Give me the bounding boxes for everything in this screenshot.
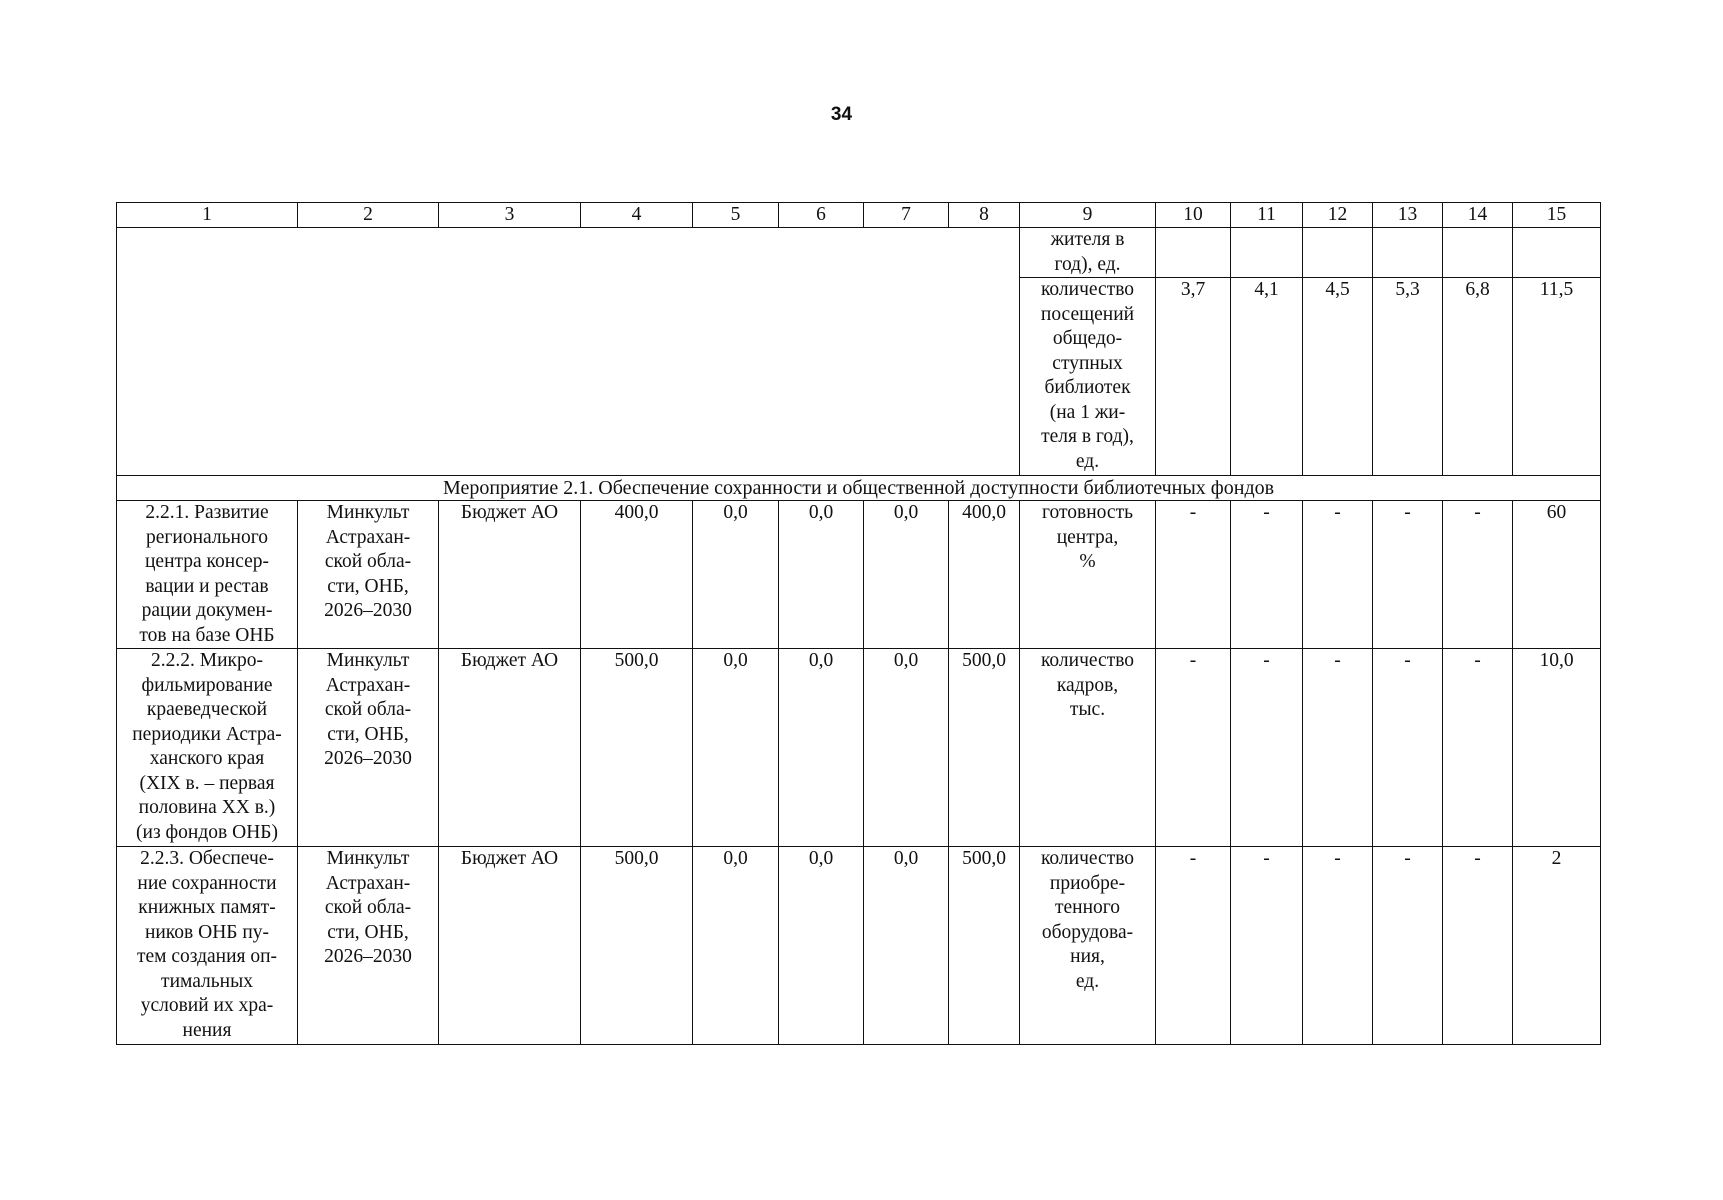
column-number: 6 <box>779 203 864 228</box>
amount-cell: 400,0 <box>949 501 1020 649</box>
program-table <box>116 202 1601 1045</box>
value-cell: - <box>1303 501 1373 649</box>
indicator-cell: количество приобре- тенного оборудова- ния, ед. <box>1020 847 1156 1045</box>
value-cell <box>1443 228 1513 278</box>
column-number: 3 <box>439 203 581 228</box>
amount-cell: 0,0 <box>779 847 864 1045</box>
amount-cell: 0,0 <box>693 649 779 847</box>
amount-cell: 500,0 <box>581 847 693 1045</box>
column-number: 4 <box>581 203 693 228</box>
column-number: 2 <box>298 203 439 228</box>
measure-name: 2.2.3. Обеспече- ние сохранности книжных памят- ников ОНБ пу- тем создания оп- тимальных условий их хра- нения <box>117 847 298 1045</box>
value-cell: - <box>1156 501 1231 649</box>
column-number: 1 <box>117 203 298 228</box>
value-cell: - <box>1231 501 1303 649</box>
column-number: 7 <box>864 203 949 228</box>
value-cell: - <box>1373 501 1443 649</box>
value-cell: - <box>1156 847 1231 1045</box>
value-cell: - <box>1156 649 1231 847</box>
value-cell: - <box>1373 847 1443 1045</box>
column-number: 10 <box>1156 203 1231 228</box>
continuation-row <box>117 228 1601 278</box>
column-number: 13 <box>1373 203 1443 228</box>
value-cell: 6,8 <box>1443 278 1513 476</box>
amount-cell: 0,0 <box>779 649 864 847</box>
amount-cell: 500,0 <box>949 847 1020 1045</box>
amount-cell: 0,0 <box>693 847 779 1045</box>
value-cell: 10,0 <box>1513 649 1601 847</box>
value-cell: 2 <box>1513 847 1601 1045</box>
value-cell <box>1231 228 1303 278</box>
value-cell: 4,1 <box>1231 278 1303 476</box>
column-number-row <box>117 203 1601 228</box>
table-row <box>117 501 1601 649</box>
funding-source: Бюджет АО <box>439 501 581 649</box>
column-number: 15 <box>1513 203 1601 228</box>
value-cell: 5,3 <box>1373 278 1443 476</box>
value-cell <box>1303 228 1373 278</box>
executor-cell: Минкульт Астрахан- ской обла- сти, ОНБ, 2026–2030 <box>298 501 439 649</box>
amount-cell: 0,0 <box>693 501 779 649</box>
amount-cell: 400,0 <box>581 501 693 649</box>
amount-cell: 0,0 <box>864 649 949 847</box>
page-number: 34 <box>830 104 853 125</box>
value-cell <box>1373 228 1443 278</box>
column-number: 14 <box>1443 203 1513 228</box>
measure-name: 2.2.2. Микро- фильмирование краеведческой периодики Астра- ханского края (XIX в. – первая половина XX в.) (из фондов ОНБ) <box>117 649 298 847</box>
section-row <box>117 476 1601 501</box>
column-number: 8 <box>949 203 1020 228</box>
value-cell: - <box>1303 847 1373 1045</box>
indicator-cell: готовность центра, % <box>1020 501 1156 649</box>
funding-source: Бюджет АО <box>439 847 581 1045</box>
column-number: 9 <box>1020 203 1156 228</box>
value-cell: 3,7 <box>1156 278 1231 476</box>
value-cell <box>1513 228 1601 278</box>
indicator-cell: количество кадров, тыс. <box>1020 649 1156 847</box>
amount-cell: 0,0 <box>779 501 864 649</box>
executor-cell: Минкульт Астрахан- ской обла- сти, ОНБ, 2026–2030 <box>298 847 439 1045</box>
indicator-cell: жителя в год), ед. <box>1020 228 1156 278</box>
value-cell: - <box>1443 649 1513 847</box>
executor-cell: Минкульт Астрахан- ской обла- сти, ОНБ, 2026–2030 <box>298 649 439 847</box>
value-cell: - <box>1231 649 1303 847</box>
funding-source: Бюджет АО <box>439 649 581 847</box>
amount-cell: 500,0 <box>949 649 1020 847</box>
indicator-cell: количество посещений общедо- ступных библиотек (на 1 жи- теля в год), ед. <box>1020 278 1156 476</box>
empty-merged-cell <box>117 228 1020 476</box>
value-cell: - <box>1443 847 1513 1045</box>
value-cell: 4,5 <box>1303 278 1373 476</box>
column-number: 5 <box>693 203 779 228</box>
section-title: Мероприятие 2.1. Обеспечение сохранности и общественной доступности библиотечных фондов <box>117 476 1601 501</box>
value-cell <box>1156 228 1231 278</box>
value-cell: 60 <box>1513 501 1601 649</box>
value-cell: 11,5 <box>1513 278 1601 476</box>
table-row <box>117 649 1601 847</box>
amount-cell: 500,0 <box>581 649 693 847</box>
value-cell: - <box>1373 649 1443 847</box>
column-number: 12 <box>1303 203 1373 228</box>
table-row <box>117 847 1601 1045</box>
measure-name: 2.2.1. Развитие регионального центра консер- вации и рестав рации докумен- тов на базе ОНБ <box>117 501 298 649</box>
amount-cell: 0,0 <box>864 847 949 1045</box>
amount-cell: 0,0 <box>864 501 949 649</box>
value-cell: - <box>1443 501 1513 649</box>
column-number: 11 <box>1231 203 1303 228</box>
value-cell: - <box>1231 847 1303 1045</box>
value-cell: - <box>1303 649 1373 847</box>
